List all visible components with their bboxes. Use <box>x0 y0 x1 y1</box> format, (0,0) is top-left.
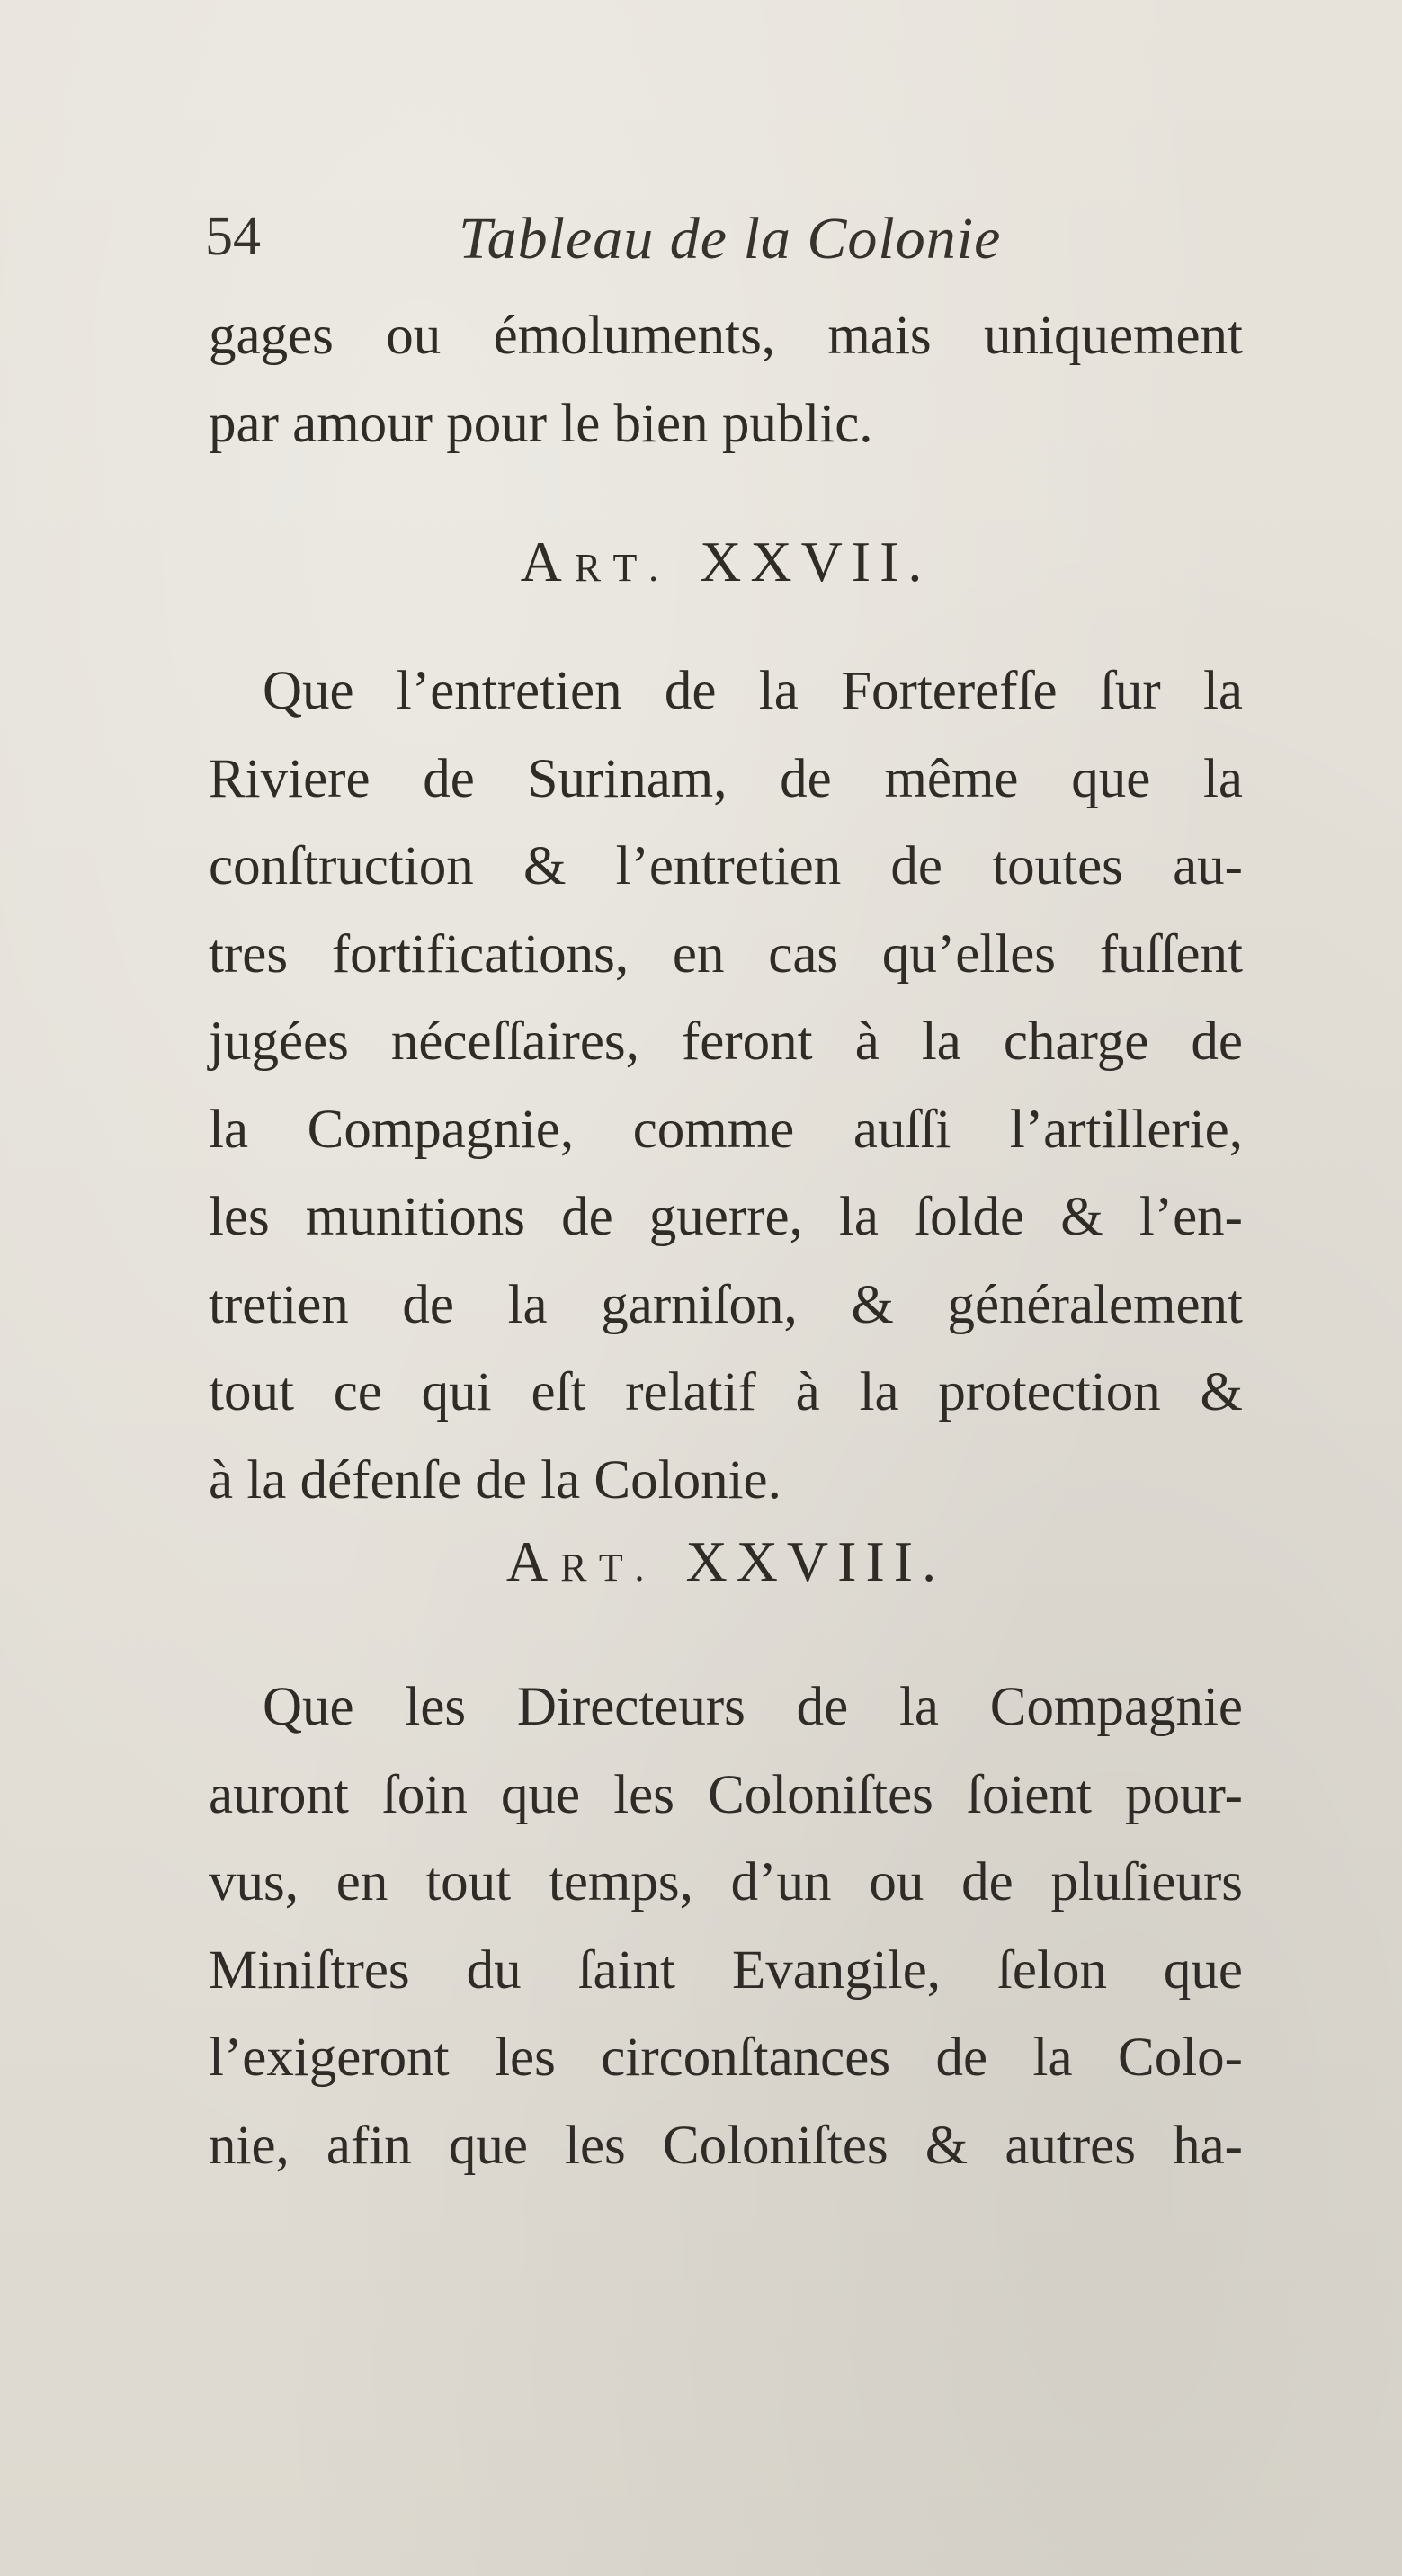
continuation-paragraph <box>209 292 1243 468</box>
text-line: Miniſtres du ſaint Evangile, ſelon que <box>209 1939 1243 2001</box>
article-xxviii-paragraph <box>209 1663 1243 2189</box>
heading-numeral: XXVIII. <box>685 1529 946 1593</box>
text-line: Que l’entretien de la Forterefſe ſur la <box>263 661 1243 721</box>
text-line: nie, afin que les Coloniſtes & autres ha- <box>209 2115 1243 2176</box>
text-line: conſtruction & l’entretien de toutes au- <box>209 836 1243 896</box>
text-line: jugées néceſſaires, feront à la charge de <box>209 1012 1243 1072</box>
text-line: vus, en tout temps, d’un ou de pluſieurs <box>209 1852 1243 1912</box>
text-line: tout ce qui eſt relatif à la protection & <box>209 1362 1243 1422</box>
article-xxvii-paragraph <box>209 647 1243 1524</box>
heading-prefix: A <box>520 530 575 593</box>
text-line: tretien de la garniſon, & généralement <box>209 1274 1243 1335</box>
heading-numeral: XXVII. <box>700 530 932 593</box>
text-line: tres fortifications, en cas qu’elles fuſſent <box>209 923 1243 985</box>
text-line: auront ſoin que les Coloniſtes ſoient pour- <box>209 1764 1243 1825</box>
heading-smallcaps: RT. <box>560 1546 659 1590</box>
text-line: par amour pour le bien public. <box>209 393 873 454</box>
page-header <box>205 205 1239 277</box>
text-line: la Compagnie, comme auſſi l’artillerie, <box>209 1099 1243 1160</box>
running-title: Tableau de la Colonie <box>459 206 1002 272</box>
text-line: Que les Directeurs de la Compagnie <box>263 1677 1243 1737</box>
text-line: les munitions de guerre, la ſolde & l’en- <box>209 1187 1243 1247</box>
text-line: gages ou émoluments, mais uniquement <box>209 306 1243 366</box>
text-line: l’exigeront les circonſtances de la Colo- <box>209 2028 1243 2088</box>
page-number: 54 <box>205 206 261 267</box>
heading-smallcaps: RT. <box>574 546 674 590</box>
text-line: Riviere de Surinam, de même que la <box>209 748 1243 809</box>
text-line: à la défenſe de la Colonie. <box>209 1449 781 1511</box>
article-heading-xxviii <box>209 1529 1243 1595</box>
heading-prefix: A <box>505 1529 561 1593</box>
article-heading-xxvii <box>209 529 1243 595</box>
